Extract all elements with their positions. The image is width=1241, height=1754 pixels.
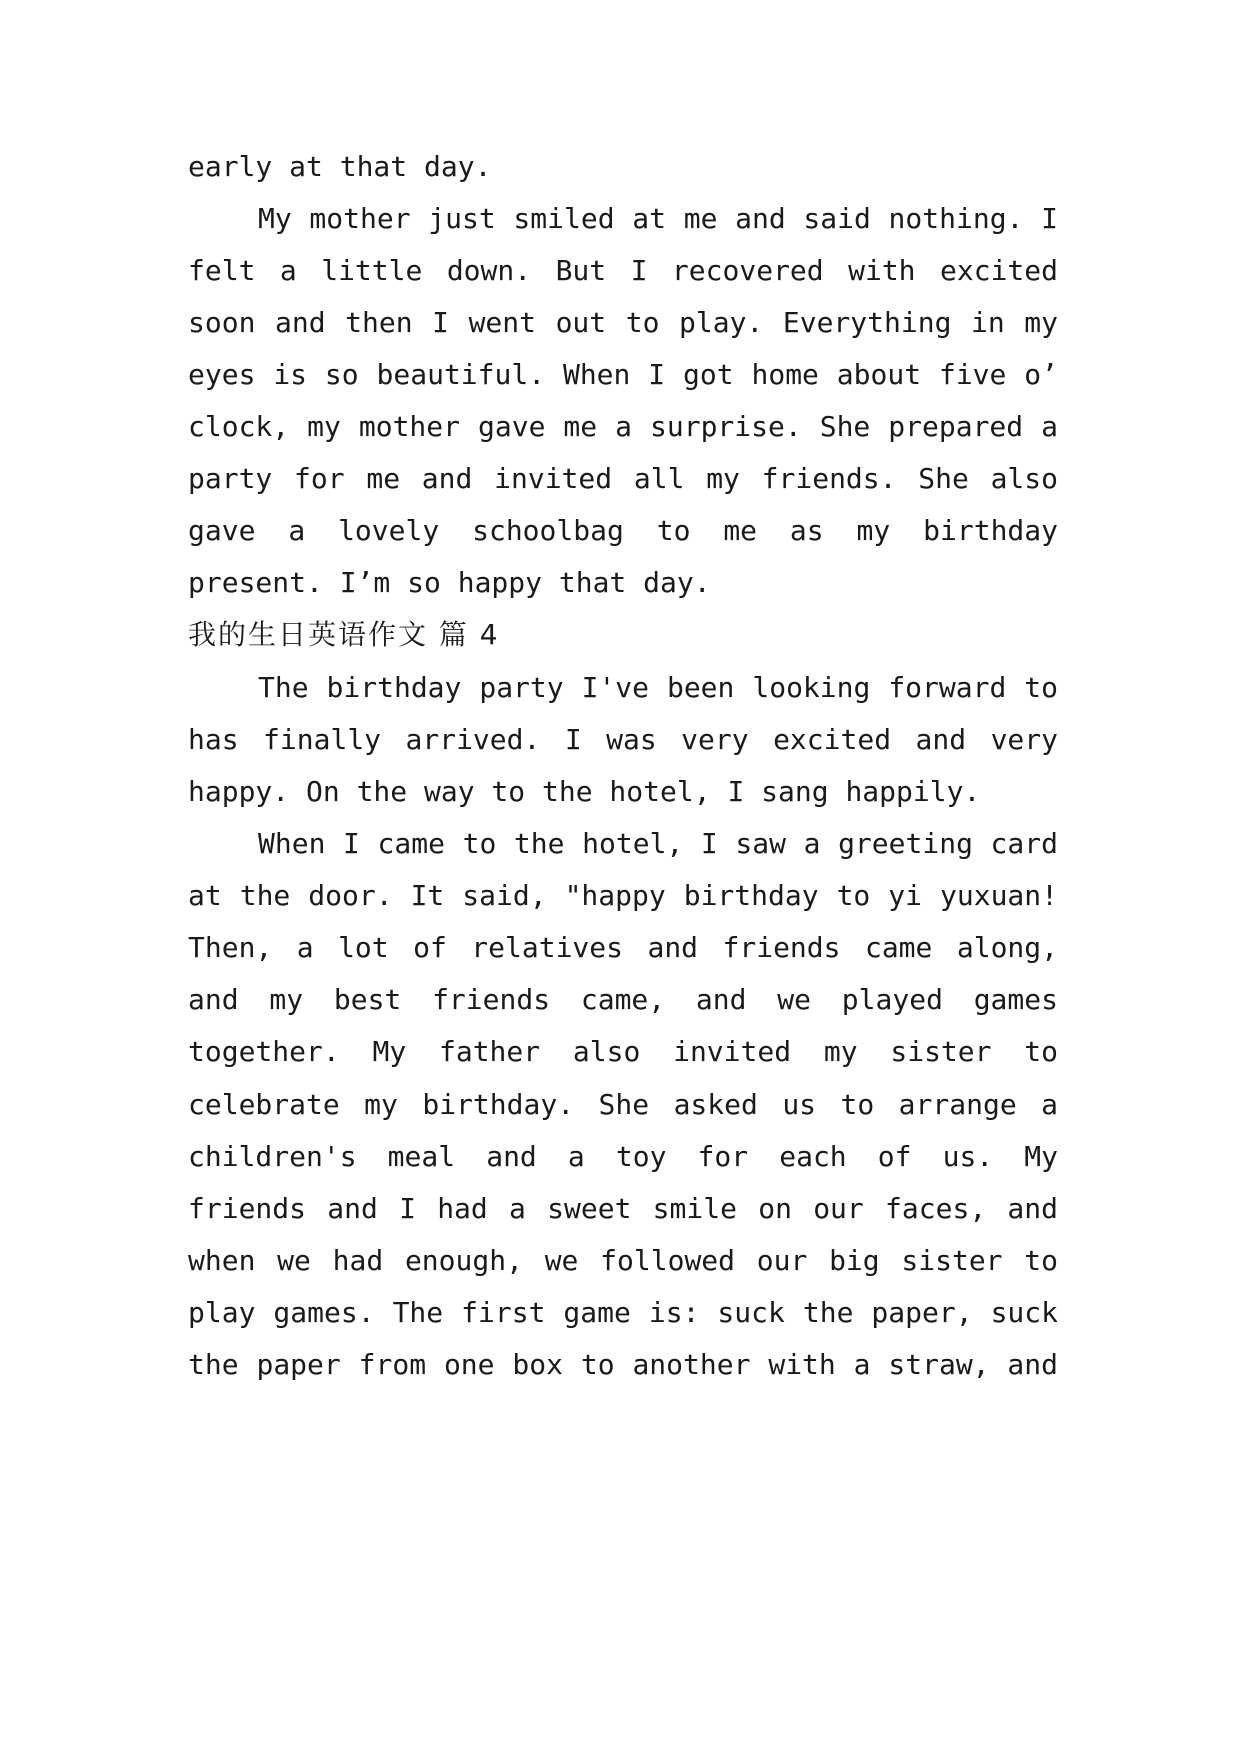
text-line: party for me and invited all my friends. She also [188, 462, 1058, 495]
text-line: together. My father also invited my sister to [188, 1035, 1058, 1068]
text-line: When I came to the hotel, I saw a greeting card [258, 827, 1058, 860]
text-line: celebrate my birthday. She asked us to arrange a [188, 1088, 1058, 1121]
text-line: present. I’m so happy that day. [188, 566, 711, 599]
text-line: clock, my mother gave me a surprise. She prepared a [188, 410, 1058, 443]
text-line: at the door. It said, "happy birthday to yi yuxuan! [188, 879, 1058, 912]
section-heading: 我的生日英语作文 篇 4 [188, 618, 500, 651]
text-line: gave a lovely schoolbag to me as my birthday [188, 514, 1058, 547]
text-line: play games. The first game is: suck the paper, suck [188, 1296, 1058, 1329]
text-line: eyes is so beautiful. When I got home about five o’ [188, 358, 1058, 391]
text-line: The birthday party I've been looking forward to [258, 671, 1058, 704]
text-line: felt a little down. But I recovered with excited [188, 254, 1058, 287]
text-line: soon and then I went out to play. Everything in my [188, 306, 1058, 339]
text-line: has finally arrived. I was very excited and very [188, 723, 1058, 756]
text-line: and my best friends came, and we played games [188, 983, 1058, 1016]
text-line: My mother just smiled at me and said nothing. I [258, 202, 1058, 235]
text-line: the paper from one box to another with a straw, and [188, 1348, 1058, 1381]
text-line: friends and I had a sweet smile on our faces, and [188, 1192, 1058, 1225]
text-line: early at that day. [188, 150, 492, 183]
text-line: when we had enough, we followed our big sister to [188, 1244, 1058, 1277]
text-line: children's meal and a toy for each of us. My [188, 1140, 1058, 1173]
text-line: happy. On the way to the hotel, I sang happily. [188, 775, 981, 808]
text-line: Then, a lot of relatives and friends came along, [188, 931, 1058, 964]
